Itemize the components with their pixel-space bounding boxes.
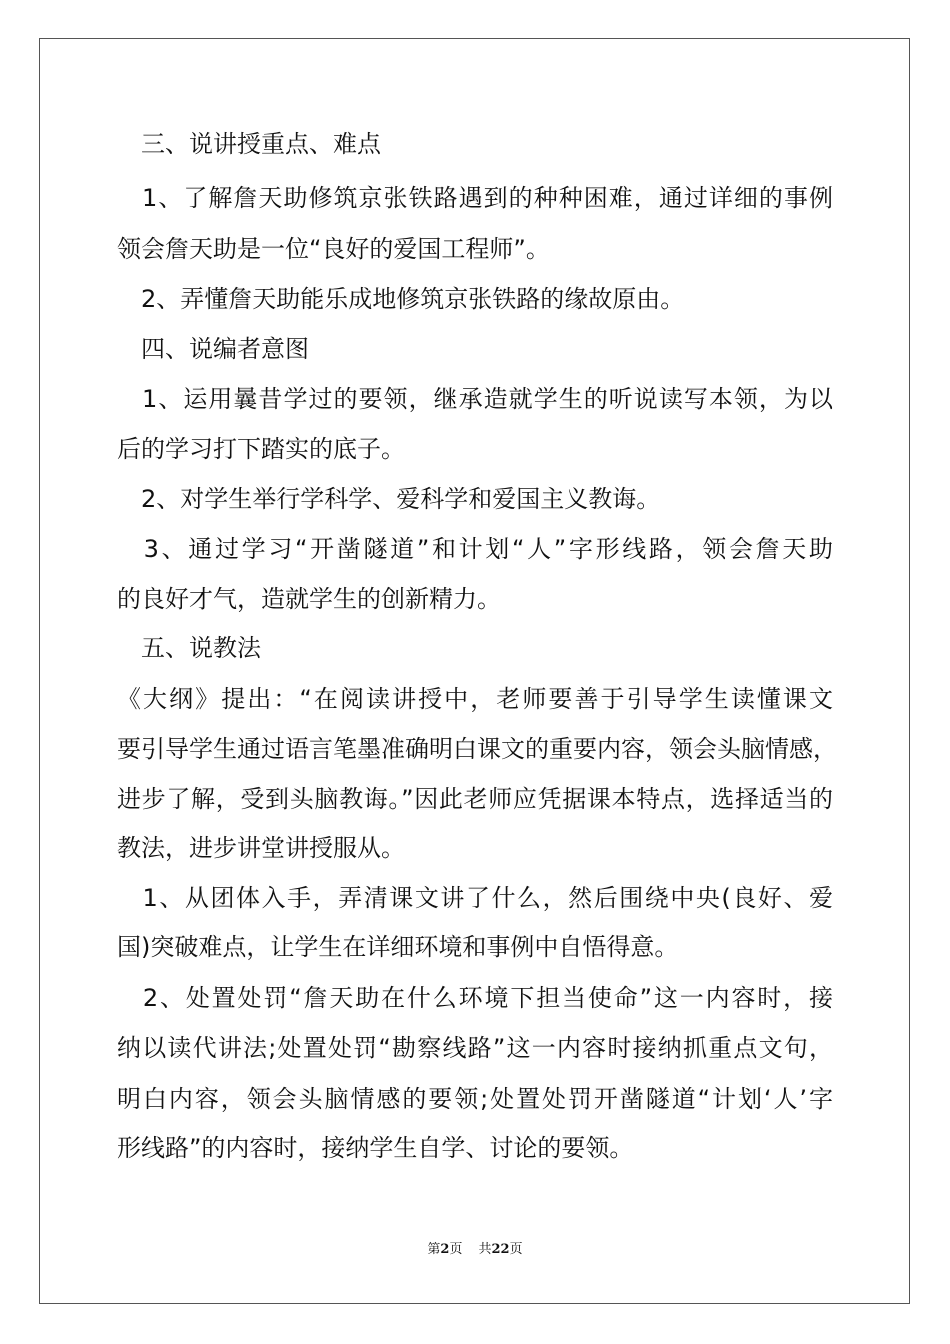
total-pages: 22	[491, 1242, 510, 1257]
paragraph-line: 要引导学生通过语言笔墨准确明白课文的重要内容，领会头脑情感，	[117, 735, 837, 763]
page-prefix: 第	[427, 1242, 441, 1257]
paragraph-line: 3、通过学习“开凿隧道”和计划“人”字形线路，领会詹天助	[117, 535, 833, 563]
paragraph-line: 1、了解詹天助修筑京张铁路遇到的种种困难，通过详细的事例	[117, 184, 833, 212]
total-prefix: 共	[478, 1242, 492, 1257]
paragraph-line: 形线路”的内容时，接纳学生自学、讨论的要领。	[117, 1134, 634, 1162]
paragraph-line: 2、弄懂詹天助能乐成地修筑京张铁路的缘故原由。	[117, 285, 685, 313]
paragraph-line: 教法，进步讲堂讲授服从。	[117, 834, 405, 862]
paragraph-line: 1、运用曩昔学过的要领，继承造就学生的听说读写本领，为以	[117, 385, 833, 413]
paragraph-line: 纳以读代讲法;处置处罚“勘察线路”这一内容时接纳抓重点文句，	[117, 1034, 833, 1062]
paragraph-line: 后的学习打下踏实的底子。	[117, 435, 405, 463]
paragraph-line: 国)突破难点，让学生在详细环境和事例中自悟得意。	[117, 933, 679, 961]
paragraph-line: 明白内容，领会头脑情感的要领;处置处罚开凿隧道“计划‘人’字	[117, 1085, 833, 1113]
total-suffix: 页	[509, 1242, 523, 1257]
paragraph-line: 2、对学生举行学科学、爱科学和爱国主义教诲。	[117, 485, 661, 513]
page-number: 2	[440, 1242, 450, 1257]
paragraph-line: 2、处置处罚“詹天助在什么环境下担当使命”这一内容时，接	[117, 984, 833, 1012]
paragraph-line: 进步了解，受到头脑教诲。”因此老师应凭据课本特点，选择适当的	[117, 785, 833, 813]
section-heading: 五、说教法	[117, 634, 261, 662]
paragraph-line: 的良好才气，造就学生的创新精力。	[117, 585, 501, 613]
paragraph-line: 1、从团体入手，弄清课文讲了什么，然后围绕中央(良好、爱	[117, 884, 833, 912]
section-heading: 四、说编者意图	[117, 335, 309, 363]
paragraph-line: 《大纲》提出：“在阅读讲授中，老师要善于引导学生读懂课文	[117, 685, 833, 713]
paragraph-line: 领会詹天助是一位“良好的爱国工程师”。	[117, 235, 550, 263]
page-footer	[0, 1241, 950, 1259]
section-heading: 三、说讲授重点、难点	[117, 130, 381, 158]
page-suffix: 页	[449, 1242, 463, 1257]
